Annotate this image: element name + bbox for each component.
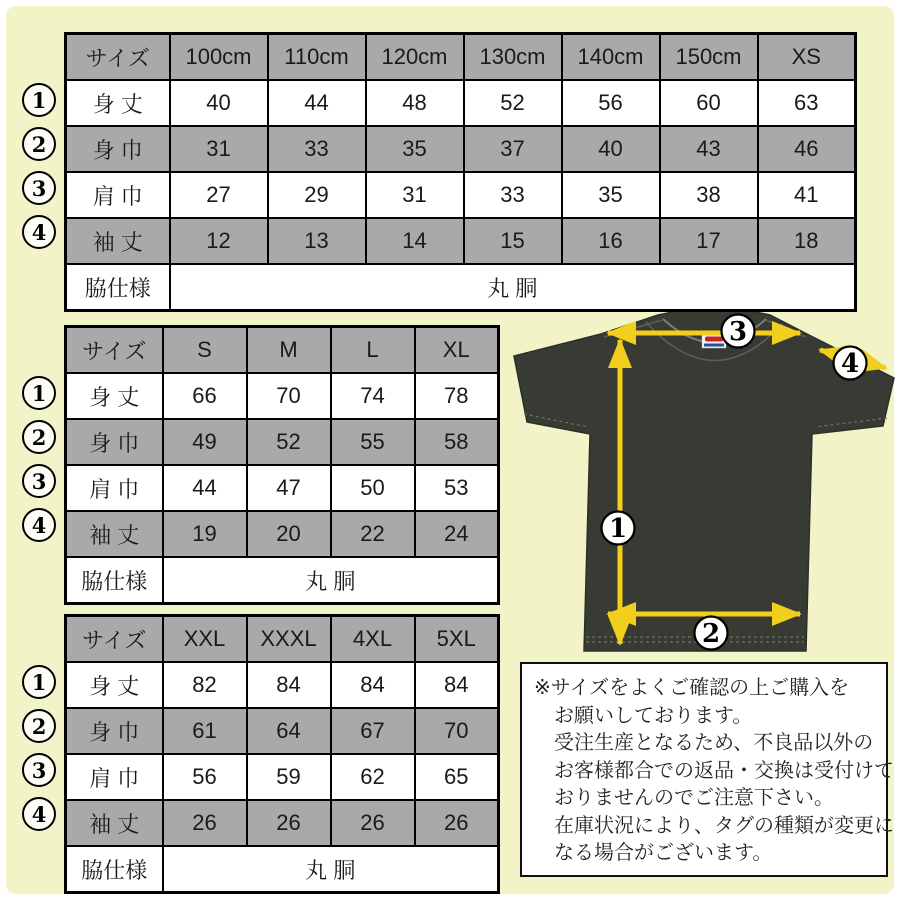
svg-text:4: 4 [840, 349, 860, 379]
circled-number: 2 [22, 709, 56, 743]
svg-text:1: 1 [608, 514, 628, 544]
size-table-section-adult [14, 325, 500, 605]
size-value-cell: 60 [660, 80, 758, 126]
row-label: 袖 丈 [66, 511, 163, 557]
svg-text:3: 3 [728, 317, 748, 347]
measure-label-4 [834, 347, 867, 380]
circled-number: 2 [22, 127, 56, 161]
size-value-cell: 24 [415, 511, 499, 557]
size-value-cell: 56 [562, 80, 660, 126]
row-label: 袖 丈 [66, 218, 170, 264]
tshirt-svg [500, 300, 900, 670]
size-value-cell: 64 [247, 708, 331, 754]
table-row [66, 80, 856, 126]
size-value-cell: 31 [170, 126, 268, 172]
size-value-cell: 84 [247, 662, 331, 708]
table-row [66, 172, 856, 218]
size-value-cell: 62 [331, 754, 415, 800]
size-value-cell: 26 [415, 800, 499, 846]
size-value-cell: 15 [464, 218, 562, 264]
size-value-cell: 13 [268, 218, 366, 264]
size-value-cell: 52 [247, 419, 331, 465]
column-header: 150cm [660, 34, 758, 81]
column-header: 110cm [268, 34, 366, 81]
note-line: お客様都合での返品・交換は受付けて [534, 759, 894, 782]
size-value-cell: 22 [331, 511, 415, 557]
circled-number-cell [14, 748, 64, 792]
table-row [66, 373, 499, 419]
footer-value: 丸 胴 [163, 557, 499, 604]
footer-row [66, 846, 499, 893]
table-row [66, 511, 499, 557]
size-value-cell: 16 [562, 218, 660, 264]
size-value-cell: 67 [331, 708, 415, 754]
size-value-cell: 48 [366, 80, 464, 126]
size-value-cell: 44 [163, 465, 247, 511]
size-table-big [64, 614, 500, 894]
size-table-section-kids [14, 32, 857, 312]
column-header: XL [415, 327, 499, 374]
size-value-cell: 18 [758, 218, 856, 264]
size-value-cell: 20 [247, 511, 331, 557]
row-label: 肩 巾 [66, 754, 163, 800]
size-value-cell: 52 [464, 80, 562, 126]
circled-number-cell [14, 459, 64, 503]
row-label: 袖 丈 [66, 800, 163, 846]
size-value-cell: 43 [660, 126, 758, 172]
size-value-cell: 65 [415, 754, 499, 800]
size-value-cell: 61 [163, 708, 247, 754]
size-value-cell: 74 [331, 373, 415, 419]
column-header: XS [758, 34, 856, 81]
note-line: なる場合がございます。 [534, 842, 773, 864]
row-label: 身 丈 [66, 662, 163, 708]
footer-label: 脇仕様 [66, 264, 170, 311]
circled-number-cell [14, 78, 64, 122]
header-row [66, 327, 499, 374]
size-value-cell: 40 [170, 80, 268, 126]
size-value-cell: 55 [331, 419, 415, 465]
circled-number-cell [14, 503, 64, 547]
circled-number-cell [14, 660, 64, 704]
circled-number: 1 [22, 665, 56, 699]
size-value-cell: 12 [170, 218, 268, 264]
footer-row [66, 264, 856, 311]
size-value-cell: 66 [163, 373, 247, 419]
row-label: 身 丈 [66, 373, 163, 419]
circled-number-cell [14, 792, 64, 836]
header-row [66, 616, 499, 663]
measure-label-1 [602, 512, 635, 545]
size-value-cell: 50 [331, 465, 415, 511]
circled-number-cell [14, 704, 64, 748]
size-value-cell: 84 [331, 662, 415, 708]
svg-text:2: 2 [701, 619, 721, 649]
column-header: 120cm [366, 34, 464, 81]
note-line: 在庫状況により、タグの種類が変更に [534, 814, 894, 837]
table-row [66, 419, 499, 465]
column-header: L [331, 327, 415, 374]
circled-number: 4 [22, 797, 56, 831]
size-value-cell: 26 [163, 800, 247, 846]
size-value-cell: 70 [247, 373, 331, 419]
size-value-cell: 33 [464, 172, 562, 218]
table-row [66, 465, 499, 511]
footer-label: 脇仕様 [66, 557, 163, 604]
size-value-cell: 41 [758, 172, 856, 218]
table-row [66, 800, 499, 846]
size-header-label: サイズ [66, 616, 163, 663]
circled-number: 4 [22, 508, 56, 542]
size-value-cell: 17 [660, 218, 758, 264]
note-line: ※サイズをよくご確認の上ご購入を [534, 677, 850, 699]
note-line: 受注生産となるため、不良品以外の [534, 732, 874, 754]
footer-row [66, 557, 499, 604]
column-header: 140cm [562, 34, 660, 81]
size-value-cell: 27 [170, 172, 268, 218]
size-value-cell: 70 [415, 708, 499, 754]
size-value-cell: 59 [247, 754, 331, 800]
size-value-cell: 33 [268, 126, 366, 172]
column-header: 130cm [464, 34, 562, 81]
size-value-cell: 46 [758, 126, 856, 172]
footer-value: 丸 胴 [170, 264, 856, 311]
row-number-gutter [14, 614, 64, 894]
circled-number: 4 [22, 215, 56, 249]
column-header: M [247, 327, 331, 374]
size-header-label: サイズ [66, 34, 170, 81]
size-value-cell: 35 [562, 172, 660, 218]
row-label: 身 丈 [66, 80, 170, 126]
circled-number-cell [14, 166, 64, 210]
size-header-label: サイズ [66, 327, 163, 374]
row-number-gutter [14, 325, 64, 605]
circled-number: 3 [22, 753, 56, 787]
size-value-cell: 31 [366, 172, 464, 218]
size-table-adult [64, 325, 500, 605]
size-value-cell: 37 [464, 126, 562, 172]
circled-number: 3 [22, 171, 56, 205]
column-header: XXL [163, 616, 247, 663]
size-value-cell: 47 [247, 465, 331, 511]
purchase-note [520, 662, 894, 877]
table-row [66, 754, 499, 800]
note-line: おりませんのでご注意下さい。 [534, 787, 834, 809]
circled-number: 3 [22, 464, 56, 498]
measure-label-3 [722, 315, 755, 348]
size-table-kids [64, 32, 857, 312]
size-value-cell: 63 [758, 80, 856, 126]
row-number-gutter [14, 32, 64, 312]
size-value-cell: 26 [331, 800, 415, 846]
size-value-cell: 49 [163, 419, 247, 465]
row-label: 身 巾 [66, 419, 163, 465]
row-label: 肩 巾 [66, 465, 163, 511]
header-row [66, 34, 856, 81]
table-row [66, 218, 856, 264]
circled-number-cell [14, 415, 64, 459]
circled-number-cell [14, 210, 64, 254]
column-header: 5XL [415, 616, 499, 663]
size-value-cell: 82 [163, 662, 247, 708]
size-value-cell: 29 [268, 172, 366, 218]
table-row [66, 662, 499, 708]
circled-number: 2 [22, 420, 56, 454]
column-header: 4XL [331, 616, 415, 663]
size-value-cell: 19 [163, 511, 247, 557]
size-value-cell: 44 [268, 80, 366, 126]
size-value-cell: 78 [415, 373, 499, 419]
table-row [66, 708, 499, 754]
row-label: 肩 巾 [66, 172, 170, 218]
circled-number-cell [14, 122, 64, 166]
column-header: 100cm [170, 34, 268, 81]
circled-number: 1 [22, 376, 56, 410]
note-line: お願いしております。 [534, 704, 753, 727]
size-value-cell: 56 [163, 754, 247, 800]
row-label: 身 巾 [66, 126, 170, 172]
footer-label: 脇仕様 [66, 846, 163, 893]
size-value-cell: 14 [366, 218, 464, 264]
size-value-cell: 26 [247, 800, 331, 846]
size-value-cell: 40 [562, 126, 660, 172]
size-value-cell: 53 [415, 465, 499, 511]
row-label: 身 巾 [66, 708, 163, 754]
size-value-cell: 38 [660, 172, 758, 218]
size-table-section-big [14, 614, 500, 894]
table-row [66, 126, 856, 172]
column-header: XXXL [247, 616, 331, 663]
size-value-cell: 58 [415, 419, 499, 465]
size-value-cell: 84 [415, 662, 499, 708]
column-header: S [163, 327, 247, 374]
circled-number-cell [14, 371, 64, 415]
circled-number: 1 [22, 83, 56, 117]
footer-value: 丸 胴 [163, 846, 499, 893]
measure-label-2 [695, 617, 728, 650]
size-value-cell: 35 [366, 126, 464, 172]
tshirt-diagram [500, 300, 900, 670]
